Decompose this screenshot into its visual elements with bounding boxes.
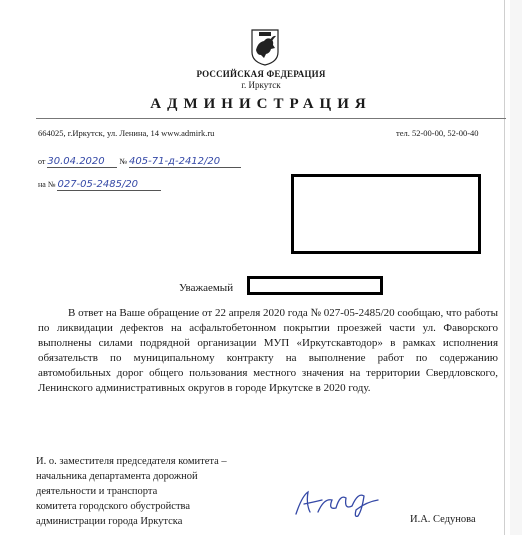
header-divider (36, 118, 506, 119)
header-city: г. Иркутск (241, 80, 281, 90)
contact-address: 664025, г.Иркутск, ул. Ленина, 14 www.admirk.ru (38, 128, 215, 138)
letter-body: В ответ на Ваше обращение от 22 апреля 2020 года № 027-05-2485/20 сообщаю, что работы по ликвидации дефектов на асфальтобетонном покрытии проезжей части ул. Фаворского выполнены силами подрядной организации МУП «Иркутскавтодор» в рамках исполнения обязательств по муниципальному контракту на выполнение работ по содержанию автомобильных дорог общего пользования местного значения на территории Свердловского, Ленинского административных округов в городе Иркутске в 2020 году. (38, 307, 498, 394)
signatory-name: И.А. Седунова (410, 514, 476, 525)
number-sign: № (119, 157, 128, 166)
in-reply-prefix: на № (38, 180, 56, 189)
contact-phones: тел. 52-00-00, 52-00-40 (396, 128, 479, 138)
from-prefix: от (38, 157, 46, 166)
letter-date: 30.04.2020 (47, 156, 105, 167)
outgoing-number: 405-71-д-2412/20 (129, 156, 221, 167)
signatory-title-line: администрации города Иркутска (36, 516, 183, 527)
redacted-recipient-box (291, 174, 481, 254)
incoming-number: 027-05-2485/20 (57, 179, 139, 190)
incoming-reference (38, 179, 161, 191)
signatory-title-line: деятельности и транспорта (36, 486, 158, 497)
header-organization: АДМИНИСТРАЦИЯ (150, 96, 372, 112)
greeting: Уважаемый (179, 282, 234, 294)
signatory-title-line: комитета городского обустройства (36, 501, 191, 512)
outgoing-reference (38, 156, 241, 168)
city-coat-of-arms (250, 28, 280, 66)
redacted-recipient-name (247, 276, 383, 295)
header-country: РОССИЙСКАЯ ФЕДЕРАЦИЯ (196, 69, 326, 79)
handwritten-signature (288, 482, 388, 522)
signatory-title-line: начальника департамента дорожной (36, 471, 198, 482)
signatory-title-line: И. о. заместителя председателя комитета – (36, 456, 227, 467)
signatory-title (36, 454, 296, 529)
